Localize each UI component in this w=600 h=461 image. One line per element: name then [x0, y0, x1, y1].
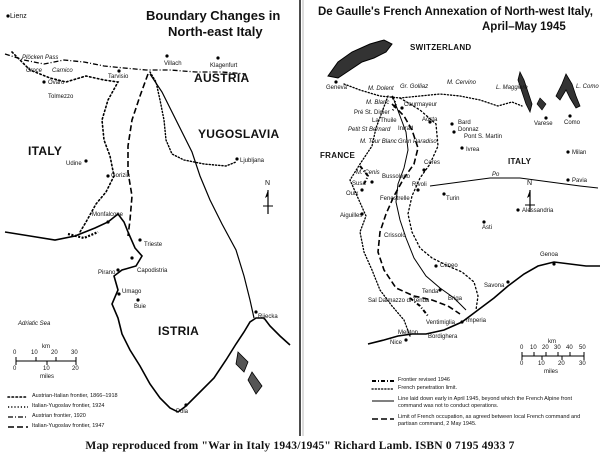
right-scale-km-50: 50 — [579, 345, 586, 351]
left-legend-1947: Italian-Yugoslav frontier, 1947 — [32, 423, 105, 429]
right-scale-mi-10: 10 — [538, 361, 545, 367]
place-aosta: Aosta — [422, 117, 438, 123]
place-alessandria: Alessandria — [522, 208, 554, 214]
place-imperia: Imperia — [466, 318, 487, 324]
left-title-line1: Boundary Changes in — [146, 8, 281, 23]
place-donnaz: Donnaz — [458, 127, 479, 133]
place-capodistria: Capodistria — [137, 268, 168, 274]
left-frontier-solid — [150, 71, 254, 318]
town-cuneo — [434, 264, 437, 267]
town-varese — [544, 116, 547, 119]
right-scale-km-0: 0 — [520, 345, 524, 351]
right-legend-penetration: French penetration limit. — [398, 385, 457, 391]
right-scale-bar — [522, 352, 584, 360]
town-gorizia — [106, 174, 109, 177]
town-genoa — [552, 262, 555, 265]
town-klagenfurt — [216, 56, 219, 59]
place-ljubljana: Ljubljana — [240, 158, 265, 164]
place-bordighera: Bordighera — [428, 334, 458, 340]
right-scale-mi-30: 30 — [579, 361, 586, 367]
town-susa — [370, 180, 373, 183]
left-frontier-1947 — [128, 74, 148, 236]
place-trieste: Trieste — [144, 242, 163, 248]
left-north-label: N — [265, 180, 271, 187]
town-donnaz — [452, 130, 455, 133]
town-pirano — [116, 268, 119, 271]
left-north-arrow — [263, 190, 273, 214]
place-fenestrelle: Fenestrelle — [380, 196, 410, 202]
place-prestdidier: Pré St. Didier — [354, 110, 390, 116]
place-tarvisio: Tarvisio — [108, 74, 129, 80]
country-austria: AUSTRIA — [194, 71, 250, 85]
place-stbernard: Petit St Bernard — [348, 127, 391, 133]
place-pola: Pola — [176, 409, 189, 415]
town-bard — [450, 122, 453, 125]
lake-maggiore — [518, 72, 532, 112]
town-ceres — [422, 168, 425, 171]
place-plocken: Plöcken Pass — [22, 55, 59, 61]
place-geneva: Geneva — [326, 85, 348, 91]
place-briga: Briga — [448, 296, 463, 302]
town-geneva — [334, 80, 337, 83]
place-ventimiglia: Ventimiglia — [426, 320, 456, 326]
lake-varese — [537, 98, 546, 110]
right-scale-km-40: 40 — [566, 345, 573, 351]
town-pola — [184, 403, 187, 406]
town-pavia — [566, 178, 569, 181]
left-frontier-1924 — [150, 72, 236, 166]
place-rivoli: Rivoli — [412, 182, 427, 188]
place-klagenfurt: Klagenfurt — [210, 63, 238, 69]
right-scale-mi-0: 0 — [520, 361, 524, 367]
right-north-label: N — [527, 180, 533, 187]
right-scale-km-20: 20 — [542, 345, 549, 351]
place-como-town: Como — [564, 120, 581, 126]
town-como — [568, 114, 571, 117]
right-scale-unit-miles: miles — [544, 369, 559, 375]
right-scale-mi-20: 20 — [558, 361, 565, 367]
place-carnico: Carnico — [52, 68, 73, 74]
place-asti: Asti — [482, 225, 493, 231]
place-bard: Bard — [458, 120, 471, 126]
place-blanc: M. Blanc — [366, 100, 390, 106]
right-title-line1: De Gaulle's French Annexation of North-west Italy, — [318, 6, 593, 18]
place-nice: Nice — [390, 340, 403, 346]
town-rivoli — [416, 188, 419, 191]
town-ivrea — [460, 146, 463, 149]
right-legend-april-line: Line laid down early in April 1945, beyond which the French Alpine front command was not to conduct operations. — [398, 396, 572, 409]
left-scale-unit-miles: miles — [40, 374, 55, 380]
country-yugoslavia: YUGOSLAVIA — [198, 127, 280, 141]
left-scale-km-10: 10 — [31, 350, 38, 356]
left-legend-1924: Italian-Yugoslav frontier, 1924 — [32, 403, 105, 409]
place-pavia: Pavia — [572, 178, 588, 184]
place-croce: Croce — [26, 68, 43, 74]
town-capodistria — [130, 256, 133, 259]
town-oulx — [360, 188, 363, 191]
place-lathuile: La Thuile — [372, 118, 397, 124]
place-po: Po — [492, 172, 500, 178]
lake-geneva — [328, 40, 392, 78]
town-alessandria — [516, 208, 519, 211]
right-scale-km-30: 30 — [554, 345, 561, 351]
place-adriatic: Adriatic Sea — [18, 321, 51, 327]
place-udine: Udine — [66, 161, 82, 167]
left-island — [236, 352, 248, 372]
place-intrad: Intrad — [398, 126, 414, 132]
place-bussoleno: Bussoleno — [382, 174, 411, 180]
left-legend-1866: Austrian-Italian frontier, 1866–1918 — [32, 393, 118, 399]
place-susa: Susa — [352, 181, 366, 187]
left-scale-bar — [16, 357, 76, 365]
left-title-line2: North-east Italy — [168, 24, 263, 39]
place-courmayeur: Courmayeur — [404, 102, 438, 108]
left-island — [248, 372, 262, 394]
place-genoa: Genoa — [540, 252, 559, 258]
left-scale-km-30: 30 — [71, 350, 78, 356]
place-crissolo: Crissolo — [384, 233, 406, 239]
place-lienz: Lienz — [10, 13, 27, 20]
place-golliaz: Gr. Golliaz — [400, 84, 429, 90]
place-como-lake: L. Como — [576, 84, 599, 90]
country-switzerland: SWITZERLAND — [410, 43, 472, 52]
right-legend-samples — [372, 381, 394, 419]
town-monfalcone — [106, 220, 109, 223]
country-italy-right: ITALY — [508, 157, 532, 166]
town-buie — [136, 298, 139, 301]
place-ptstmartin: Pont S. Martin — [464, 134, 503, 140]
place-granparadiso: Gran Paradiso — [398, 139, 437, 145]
town-umago — [117, 292, 120, 295]
place-tenda: Tenda — [422, 289, 439, 295]
place-monfalcone: Monfalcone — [92, 212, 124, 218]
place-maggiore: L. Maggiore — [496, 85, 528, 91]
town-ovaro — [42, 80, 45, 83]
left-scale-unit-km: km — [42, 344, 50, 350]
country-istria: ISTRIA — [158, 324, 200, 338]
left-scale-km-20: 20 — [51, 350, 58, 356]
town-milan — [566, 150, 569, 153]
place-gorizia: Gorizia — [111, 173, 131, 179]
right-occupation-limit — [378, 104, 463, 314]
right-scale-unit-km: km — [548, 339, 556, 345]
right-title-line2: April–May 1945 — [482, 21, 566, 33]
place-oulx: Oulx — [346, 191, 359, 197]
source-caption: Map reproduced from "War in Italy 1943/1945" Richard Lamb. ISBN 0 7195 4933 7 — [85, 440, 515, 452]
left-legend-samples — [8, 397, 28, 427]
town-savona — [506, 280, 509, 283]
town-tarvisio — [117, 69, 120, 72]
place-cervino: M. Cervino — [447, 80, 477, 86]
town-asti — [482, 220, 485, 223]
place-salda: Sal Dalmazzo di Tenda — [368, 298, 430, 304]
left-frontier-1866 — [12, 52, 118, 232]
left-scale-km-0: 0 — [13, 350, 17, 356]
right-legend-occupation: Limit of French occupation, as agreed between local French command and partisan command, 2 May 1945. — [398, 414, 581, 427]
place-buie: Buie — [134, 304, 147, 310]
place-umago: Umago — [122, 289, 142, 295]
place-milan: Milan — [572, 150, 587, 156]
place-ceres: Ceres — [424, 160, 441, 166]
place-pirano: Pirano — [98, 270, 116, 276]
place-villach: Villach — [164, 61, 182, 67]
place-aiguilles: Aiguilles — [340, 213, 363, 219]
left-legend-1920: Austrian frontier, 1920 — [32, 413, 86, 419]
place-savona: Savona — [484, 283, 505, 289]
left-scale-mi-10: 10 — [43, 366, 50, 372]
town-villach — [165, 54, 168, 57]
left-scale-mi-0: 0 — [13, 366, 17, 372]
right-legend-1946: Frontier revised 1946 — [398, 377, 450, 383]
place-cenis: M. Cenis — [356, 170, 380, 176]
place-turin: Turin — [446, 196, 460, 202]
place-varese: Varese — [534, 121, 553, 127]
place-tourblanc: M. Tour Blanc — [360, 139, 397, 145]
town-nice — [404, 338, 407, 341]
place-rijecka: Rijecka — [258, 314, 278, 320]
left-scale-mi-20: 20 — [72, 366, 79, 372]
place-menton: Menton — [398, 330, 419, 336]
country-italy-left: ITALY — [28, 144, 63, 158]
place-ivrea: Ivrea — [466, 147, 480, 153]
place-cuneo: Cüneo — [440, 263, 458, 269]
town-tenda — [438, 288, 441, 291]
right-scale-km-10: 10 — [530, 345, 537, 351]
place-ovaro: Ovaro — [48, 80, 65, 86]
town-imperia — [460, 320, 463, 323]
town-ljubljana — [235, 157, 238, 160]
town-trieste — [138, 238, 141, 241]
country-france: FRANCE — [320, 151, 356, 160]
town-udine — [84, 159, 87, 162]
place-tolmezzo: Tolmezzo — [48, 94, 74, 100]
lake-como — [556, 74, 580, 108]
place-dolent: M. Dolent — [368, 86, 394, 92]
